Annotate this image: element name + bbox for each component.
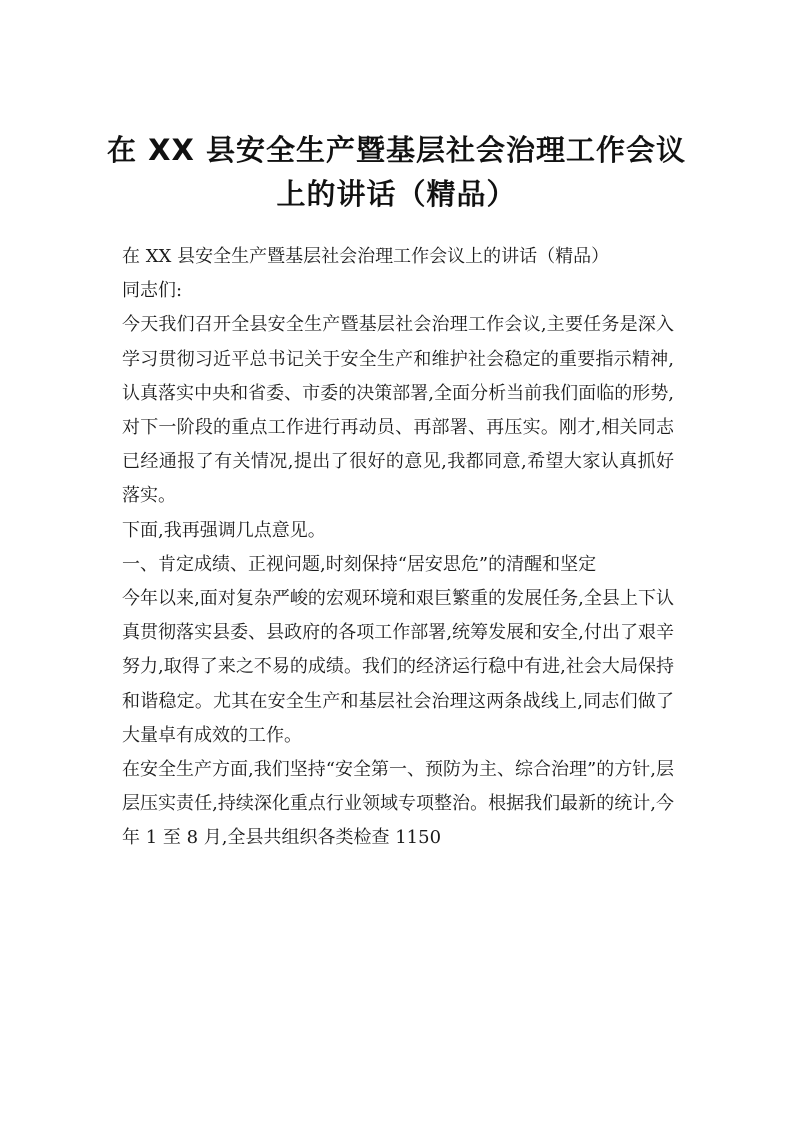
document-title-line-1: 在 XX 县安全生产暨基层社会治理工作会议: [107, 133, 686, 167]
body-paragraph: 今天我们召开全县安全生产暨基层社会治理工作会议,主要任务是深入学习贯彻习近平总书记关于安全生产和维护社会稳定的重要指示精神,认真落实中央和省委、市委的决策部署,全面分析当前我们面临的形势,对下一阶段的重点工作进行再动员、再部署、再压实。刚才,相关同志已经通报了有关情况,提出了很好的意见,我都同意,希望大家认真抓好落实。: [122, 314, 674, 507]
body-paragraph: 下面,我再强调几点意见。: [122, 519, 326, 541]
body-paragraph: 同志们:: [122, 280, 183, 302]
section-heading: 一、肯定成绩、正视问题,时刻保持“居安思危”的清醒和坚定: [122, 553, 597, 575]
document-body: [122, 240, 674, 856]
document-title-line-2: 上的讲话（精品）: [276, 177, 517, 211]
body-paragraph: 在 XX 县安全生产暨基层社会治理工作会议上的讲话（精品）: [122, 246, 610, 267]
body-paragraph: 今年以来,面对复杂严峻的宏观环境和艰巨繁重的发展任务,全县上下认真贯彻落实县委、县政府的各项工作部署,统筹发展和安全,付出了艰辛努力,取得了来之不易的成绩。我们的经济运行稳中有进,社会大局保持和谐稳定。尤其在安全生产和基层社会治理这两条战线上,同志们做了大量卓有成效的工作。: [122, 588, 674, 746]
body-paragraph: 在安全生产方面,我们坚持“安全第一、预防为主、综合治理”的方针,层层压实责任,持续深化重点行业领域专项整治。根据我们最新的统计,今年 1 至 8 月,全县共组织各类检查 1150: [122, 759, 674, 849]
